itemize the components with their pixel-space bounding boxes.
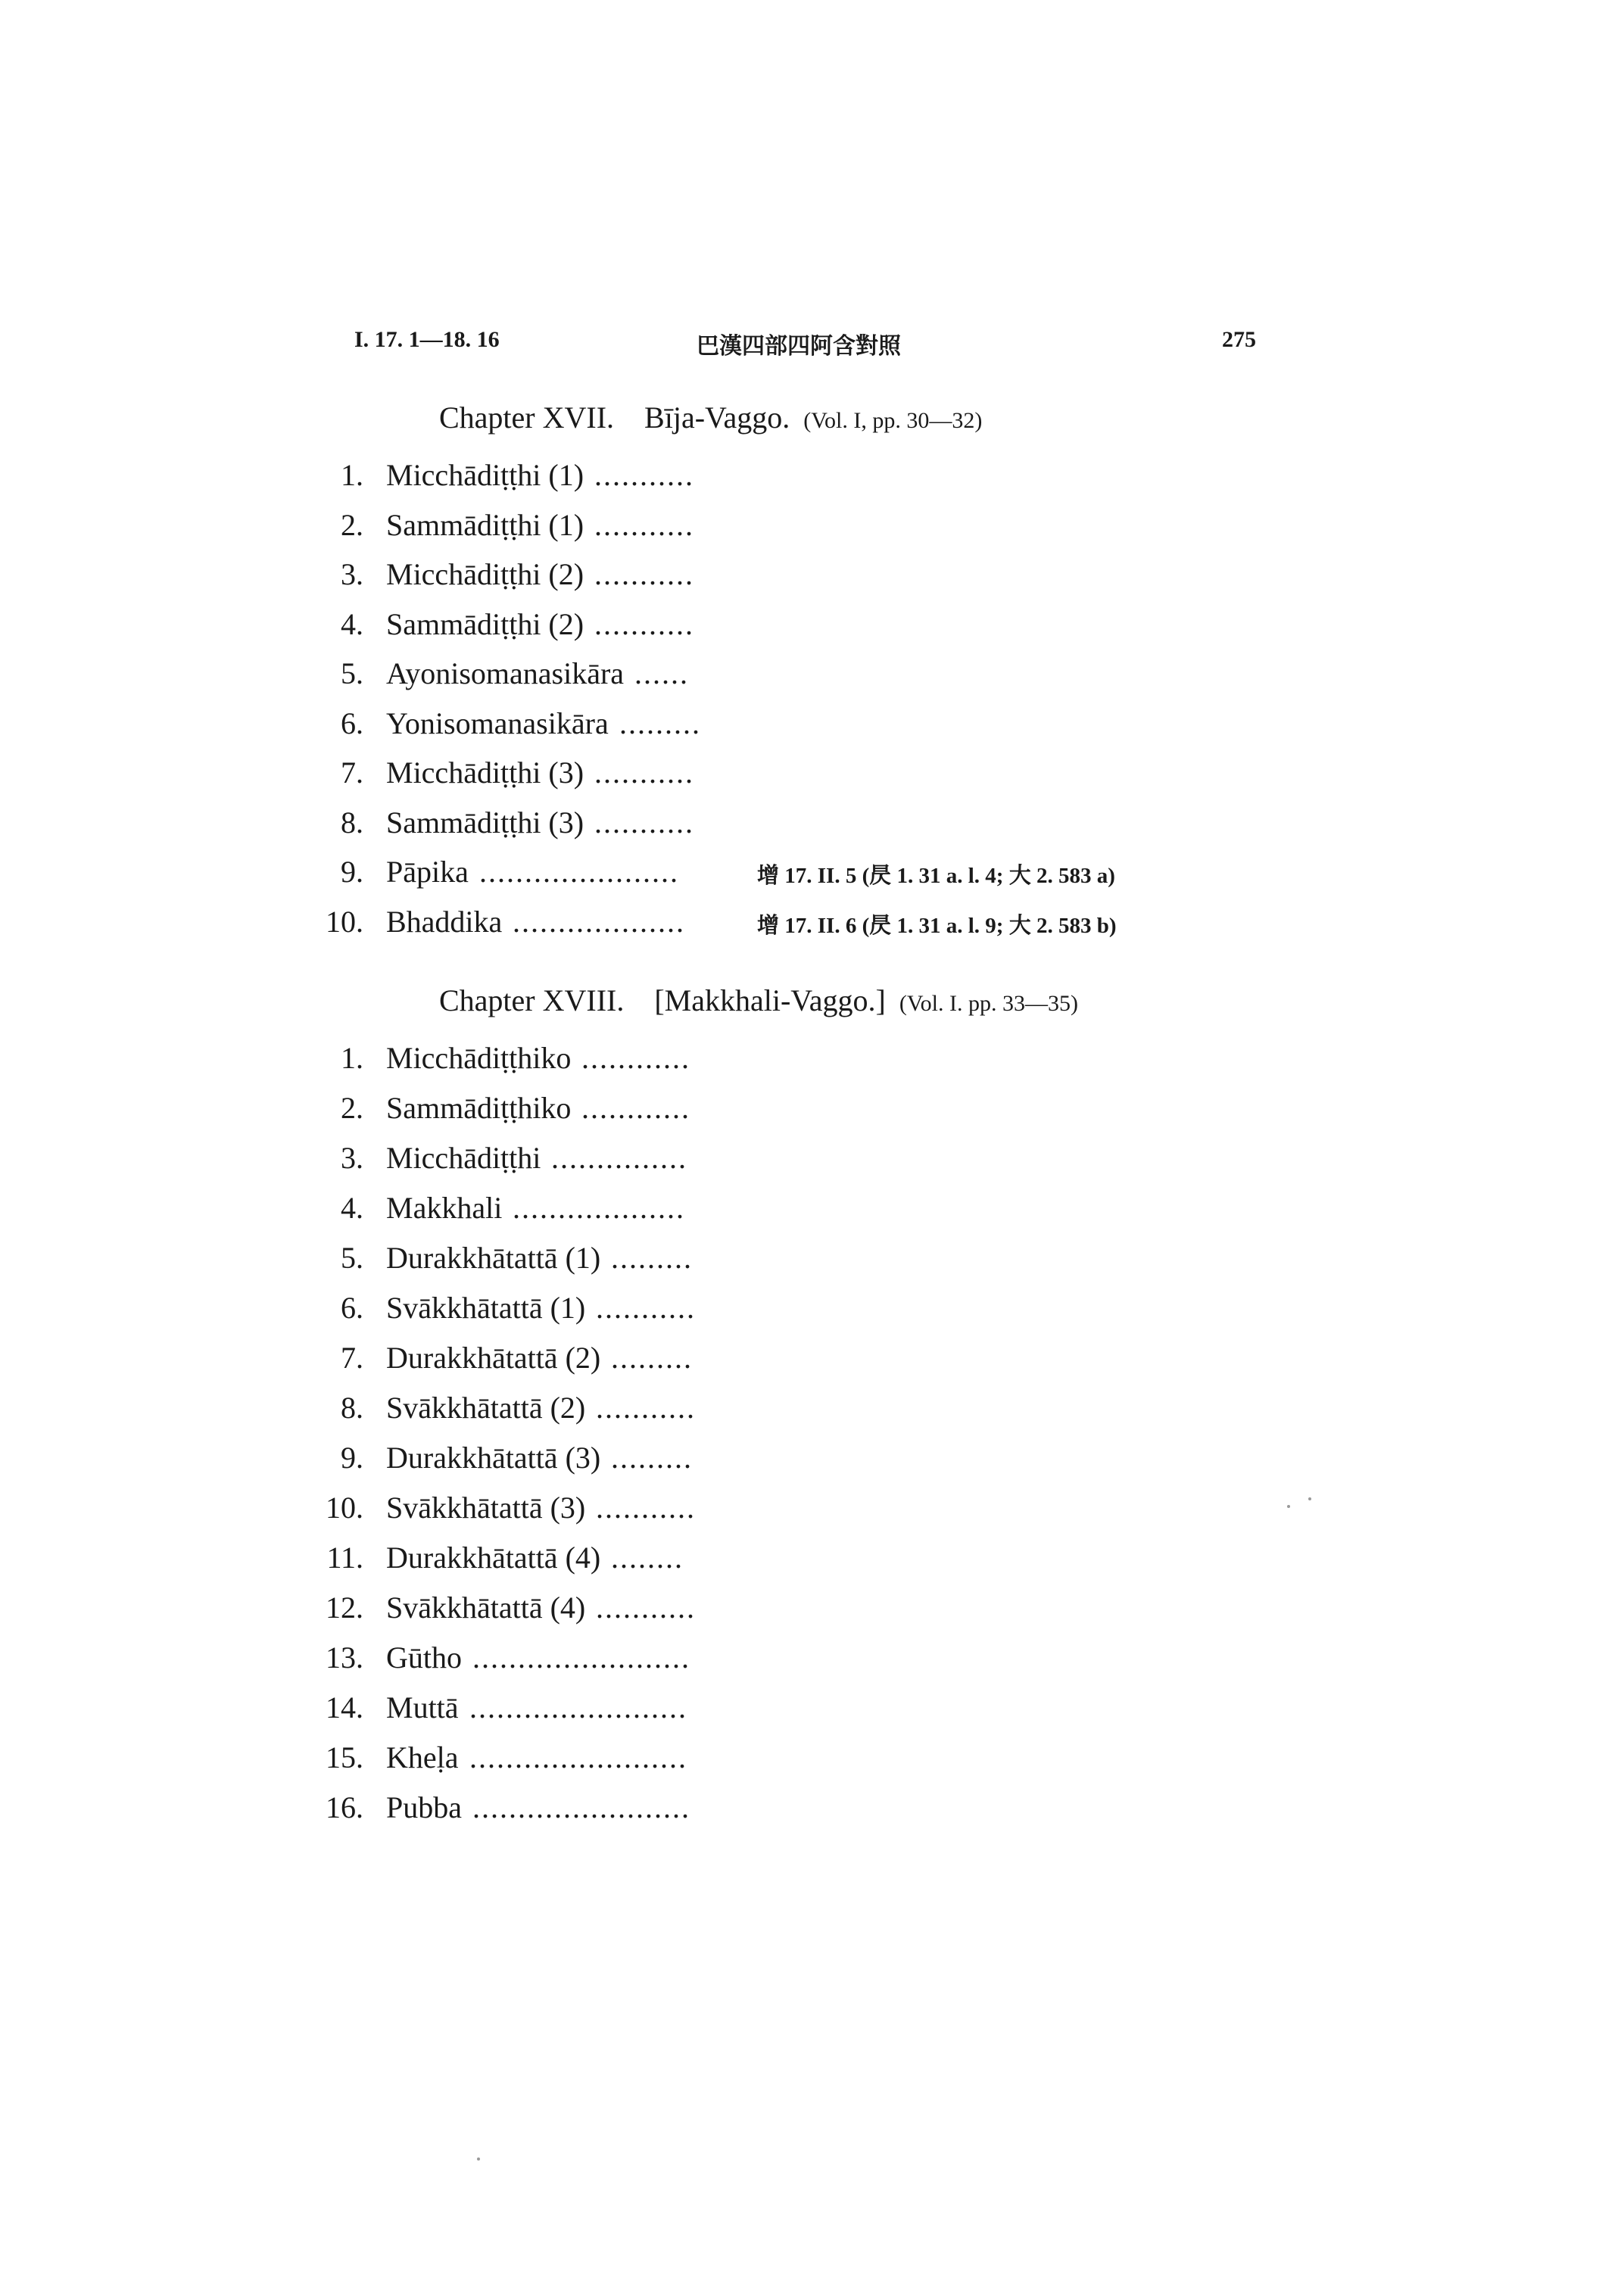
item-leader-dots: ................... — [513, 904, 685, 939]
list-item — [0, 1040, 1287, 1078]
item-name: Svākkhātattā (3) — [386, 1491, 586, 1525]
list-item — [0, 755, 1287, 793]
item-name: Sammādiṭṭhi (2) — [386, 606, 584, 641]
item-number: 10. — [326, 904, 363, 939]
item-name: Pubba — [386, 1790, 462, 1824]
chapter-18-number: Chapter XVIII. — [439, 983, 625, 1017]
list-item — [0, 1290, 1287, 1328]
list-item — [0, 854, 1287, 892]
item-name: Bhaddika — [386, 904, 503, 939]
item-number: 7. — [341, 1341, 363, 1375]
item-name: Sammādiṭṭhiko — [386, 1091, 572, 1125]
item-name: Micchādiṭṭhiko — [386, 1041, 572, 1075]
list-item — [0, 1440, 1287, 1478]
chapter-18-heading — [439, 983, 1078, 1018]
item-leader-dots: ........................ — [472, 1640, 690, 1675]
item-number: 11. — [326, 1541, 363, 1575]
item-number: 13. — [326, 1640, 363, 1675]
item-number: 9. — [341, 1441, 363, 1475]
list-item — [0, 904, 1287, 942]
item-number: 8. — [341, 805, 363, 840]
item-reference: 增 17. II. 6 (昃 1. 31 a. l. 9; 大 2. 583 b) — [757, 913, 1117, 938]
item-leader-dots: ........... — [596, 1590, 696, 1625]
item-number: 6. — [341, 1291, 363, 1325]
list-item — [0, 1590, 1287, 1628]
list-item — [0, 606, 1287, 644]
list-item — [0, 1240, 1287, 1278]
item-number: 10. — [326, 1491, 363, 1525]
item-number: 8. — [341, 1391, 363, 1425]
list-item — [0, 1340, 1287, 1378]
item-leader-dots: ........... — [594, 756, 694, 790]
item-number: 5. — [341, 1241, 363, 1275]
chapter-17-title: Bīja-Vaggo. — [644, 400, 790, 435]
item-leader-dots: ............ — [581, 1041, 690, 1075]
item-leader-dots: ........... — [594, 507, 694, 542]
list-item — [0, 706, 1287, 743]
item-number: 7. — [341, 756, 363, 790]
list-item — [0, 556, 1287, 594]
item-number: 1. — [341, 458, 363, 492]
list-item — [0, 656, 1287, 693]
item-name: Durakkhātattā (2) — [386, 1341, 601, 1375]
item-name: Durakkhātattā (4) — [386, 1541, 601, 1575]
item-leader-dots: ......... — [611, 1441, 693, 1475]
running-head-range: I. 17. 1—18. 16 — [354, 327, 500, 352]
item-number: 16. — [326, 1790, 363, 1824]
list-item — [0, 457, 1287, 495]
item-number: 15. — [326, 1740, 363, 1774]
item-name: Pāpika — [386, 855, 469, 889]
scan-speck — [1287, 1505, 1290, 1508]
item-leader-dots: ............... — [551, 1141, 687, 1175]
list-item — [0, 1640, 1287, 1678]
list-item — [0, 1740, 1287, 1777]
chapter-17-heading — [439, 400, 982, 435]
item-name: Durakkhātattā (1) — [386, 1241, 601, 1275]
item-leader-dots: ................... — [513, 1191, 685, 1225]
scan-speck — [477, 2157, 480, 2161]
item-name: Svākkhātattā (2) — [386, 1391, 586, 1425]
item-name: Gūtho — [386, 1640, 462, 1675]
item-number: 6. — [341, 706, 363, 740]
list-item — [0, 1390, 1287, 1428]
item-leader-dots: ............ — [581, 1091, 690, 1125]
item-name: Sammādiṭṭhi (3) — [386, 805, 584, 840]
item-leader-dots: ........... — [594, 458, 694, 492]
running-head-title: 巴漢四部四阿含對照 — [697, 333, 901, 360]
item-name: Sammādiṭṭhi (1) — [386, 507, 584, 542]
list-item — [0, 805, 1287, 843]
item-number: 3. — [341, 1141, 363, 1175]
list-item — [0, 1690, 1287, 1728]
item-number: 14. — [326, 1690, 363, 1724]
item-leader-dots: ........... — [596, 1491, 696, 1525]
item-name: Svākkhātattā (4) — [386, 1590, 586, 1625]
item-leader-dots: ........... — [594, 557, 694, 591]
item-reference: 增 17. II. 5 (昃 1. 31 a. l. 4; 大 2. 583 a) — [757, 864, 1115, 888]
item-name: Micchādiṭṭhi — [386, 1141, 541, 1175]
item-leader-dots: ........................ — [469, 1690, 687, 1724]
item-number: 5. — [341, 656, 363, 690]
item-leader-dots: ........................ — [469, 1740, 687, 1774]
item-leader-dots: ........... — [596, 1391, 696, 1425]
item-name: Micchādiṭṭhi (1) — [386, 458, 584, 492]
list-item — [0, 1090, 1287, 1128]
chapter-18-volume: (Vol. I. pp. 33—35) — [899, 991, 1078, 1016]
item-name: Micchādiṭṭhi (3) — [386, 756, 584, 790]
item-name: Svākkhātattā (1) — [386, 1291, 586, 1325]
item-name: Makkhali — [386, 1191, 503, 1225]
item-name: Durakkhātattā (3) — [386, 1441, 601, 1475]
item-name: Muttā — [386, 1690, 459, 1724]
list-item — [0, 1190, 1287, 1228]
item-leader-dots: ......... — [611, 1341, 693, 1375]
list-item — [0, 507, 1287, 545]
item-number: 2. — [341, 1091, 363, 1125]
item-leader-dots: ......... — [611, 1241, 693, 1275]
item-name: Ayonisomanasikāra — [386, 656, 625, 690]
item-leader-dots: ........... — [594, 805, 694, 840]
item-leader-dots: ........... — [596, 1291, 696, 1325]
list-item — [0, 1140, 1287, 1178]
item-name: Micchādiṭṭhi (2) — [386, 557, 584, 591]
item-number: 9. — [341, 855, 363, 889]
item-number: 12. — [326, 1590, 363, 1625]
item-number: 4. — [341, 1191, 363, 1225]
chapter-17-number: Chapter XVII. — [439, 400, 615, 435]
item-leader-dots: ...... — [634, 656, 689, 690]
item-leader-dots: ...................... — [479, 855, 679, 889]
list-item — [0, 1790, 1287, 1827]
chapter-17-volume: (Vol. I, pp. 30—32) — [803, 408, 983, 433]
page-number: 275 — [1222, 327, 1256, 352]
item-leader-dots: ........... — [594, 606, 694, 641]
chapter-18-title: [Makkhali-Vaggo.] — [654, 983, 886, 1017]
item-name: Kheḷa — [386, 1740, 459, 1774]
item-number: 2. — [341, 507, 363, 542]
list-item — [0, 1540, 1287, 1578]
item-leader-dots: ......... — [619, 706, 701, 740]
item-number: 4. — [341, 606, 363, 641]
item-name: Yonisomanasikāra — [386, 706, 609, 740]
scan-speck — [1308, 1497, 1311, 1500]
item-leader-dots: ........................ — [472, 1790, 690, 1824]
list-item — [0, 1490, 1287, 1528]
item-number: 3. — [341, 557, 363, 591]
item-number: 1. — [341, 1041, 363, 1075]
item-leader-dots: ........ — [611, 1541, 684, 1575]
